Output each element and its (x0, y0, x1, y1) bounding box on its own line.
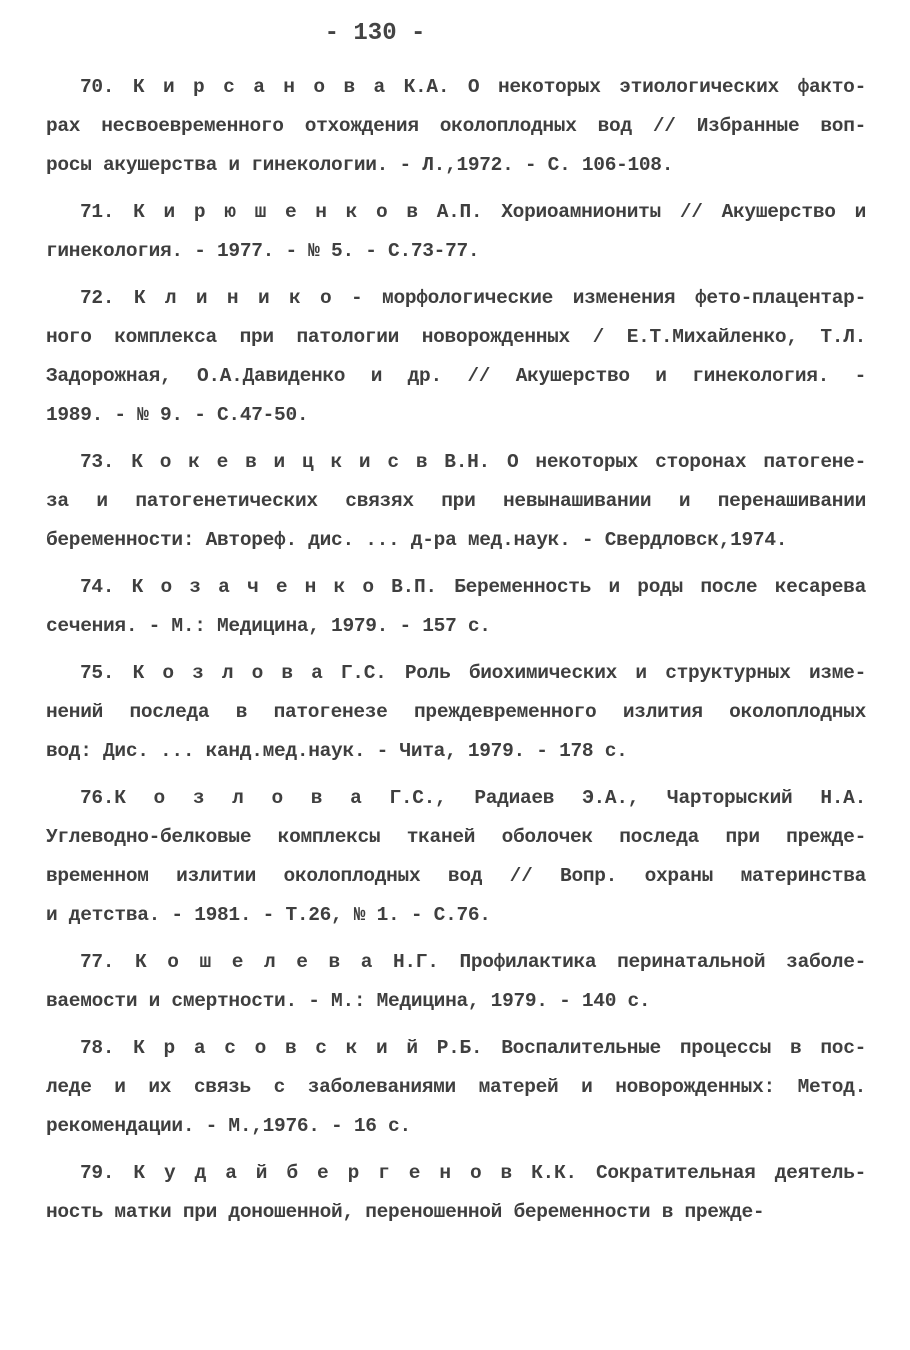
entry-line: 70. К и р с а н о в а К.А. О некоторых этиологических факто- (80, 76, 866, 98)
entry-line: за и патогенетических связях при невынашивании и перенашивании (46, 490, 866, 512)
entry-line: нений последа в патогенезе преждевременного излития околоплодных (46, 701, 866, 723)
bibliography-entry (46, 943, 866, 1021)
entry-line: 75. К о з л о в а Г.С. Роль биохимических и структурных изме- (80, 662, 866, 684)
entry-line: ваемости и смертности. - М.: Медицина, 1979. - 140 с. (46, 990, 651, 1012)
bibliography-list (46, 68, 866, 1240)
bibliography-entry (46, 443, 866, 560)
entry-line: 74. К о з а ч е н к о В.П. Беременность и роды после кесарева (80, 576, 866, 598)
entry-line: 72. К л и н и к о - морфологические изменения фето-плацентар- (80, 287, 866, 309)
entry-line: ного комплекса при патологии новорожденных / Е.Т.Михайленко, Т.Л. (46, 326, 866, 348)
entry-line: Углеводно-белковые комплексы тканей оболочек последа при прежде- (46, 826, 866, 848)
bibliography-entry (46, 193, 866, 271)
entry-line: 73. К о к е в и ц к и с в В.Н. О некоторых сторонах патогене- (80, 451, 866, 473)
bibliography-entry (46, 1154, 866, 1232)
entry-line: Задорожная, О.А.Давиденко и др. // Акушерство и гинекология. - (46, 365, 866, 387)
bibliography-entry (46, 68, 866, 185)
bibliography-entry (46, 279, 866, 435)
entry-line: 77. К о ш е л е в а Н.Г. Профилактика перинатальной заболе- (80, 951, 866, 973)
entry-line: 1989. - № 9. - С.47-50. (46, 404, 309, 426)
bibliography-entry (46, 654, 866, 771)
entry-line: 76.К о з л о в а Г.С., Радиаев Э.А., Чарторыский Н.А. (80, 787, 866, 809)
entry-line: 79. К у д а й б е р г е н о в К.К. Сократительная деятель- (80, 1162, 866, 1184)
entry-line: гинекология. - 1977. - № 5. - С.73-77. (46, 240, 480, 262)
entry-line: ность матки при доношенной, переношенной беременности в прежде- (46, 1201, 765, 1223)
entry-line: вод: Дис. ... канд.мед.наук. - Чита, 1979. - 178 с. (46, 740, 628, 762)
entry-line: сечения. - М.: Медицина, 1979. - 157 с. (46, 615, 491, 637)
entry-line: и детства. - 1981. - Т.26, № 1. - С.76. (46, 904, 491, 926)
entry-line: рах несвоевременного отхождения околоплодных вод // Избранные воп- (46, 115, 866, 137)
bibliography-entry (46, 779, 866, 935)
entry-line: рекомендации. - М.,1976. - 16 с. (46, 1115, 411, 1137)
entry-line: 78. К р а с о в с к и й Р.Б. Воспалительные процессы в пос- (80, 1037, 866, 1059)
entry-line: временном излитии околоплодных вод // Вопр. охраны материнства (46, 865, 866, 887)
entry-line: беременности: Автореф. дис. ... д-ра мед.наук. - Свердловск,1974. (46, 529, 788, 551)
bibliography-entry (46, 1029, 866, 1146)
entry-line: леде и их связь с заболеваниями матерей и новорожденных: Метод. (46, 1076, 866, 1098)
bibliography-entry (46, 568, 866, 646)
entry-line: 71. К и р ю ш е н к о в А.П. Хориоамниониты // Акушерство и (80, 201, 866, 223)
entry-line: росы акушерства и гинекологии. - Л.,1972. - С. 106-108. (46, 154, 674, 176)
page-number: - 130 - (324, 20, 426, 47)
